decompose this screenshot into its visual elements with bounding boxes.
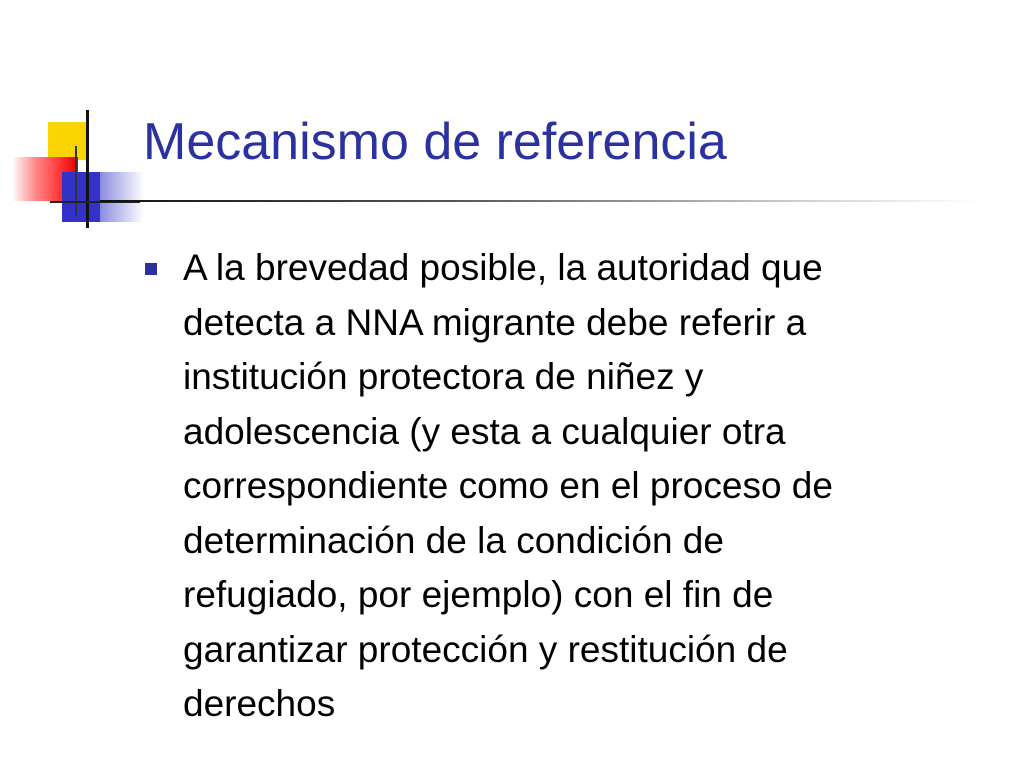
slide-body	[145, 241, 1005, 732]
bullet-line: detecta a NNA migrante debe referir a	[183, 301, 807, 343]
ornament-vertical-line-secondary	[75, 146, 77, 216]
bullet-line: garantizar protección y restitución de	[183, 628, 788, 670]
slide-title: Mecanismo de referencia	[143, 113, 727, 171]
bullet-line: correspondiente como en el proceso de	[183, 465, 833, 506]
bullet-line: A la brevedad posible, la autoridad que	[183, 247, 823, 288]
ornament-yellow-square	[48, 122, 86, 160]
ornament-vertical-line	[86, 110, 89, 228]
bullet-line: institución protectora de niñez y	[183, 356, 704, 397]
ornament-blue-fade	[100, 172, 144, 222]
bullet-item	[145, 241, 1005, 732]
bullet-line: adolescencia (y esta a cualquier otra	[183, 410, 786, 452]
bullet-line: determinación de la condición de	[183, 519, 724, 561]
bullet-line: refugiado, por ejemplo) con el fin de	[183, 574, 774, 615]
bullet-line: derechos	[183, 683, 336, 724]
bullet-text	[183, 241, 1005, 732]
bullet-list	[145, 241, 1005, 732]
ornament-blue-square	[62, 172, 102, 222]
square-bullet-icon	[145, 263, 157, 275]
corner-ornament	[0, 0, 160, 240]
title-underline-rule	[100, 200, 980, 202]
